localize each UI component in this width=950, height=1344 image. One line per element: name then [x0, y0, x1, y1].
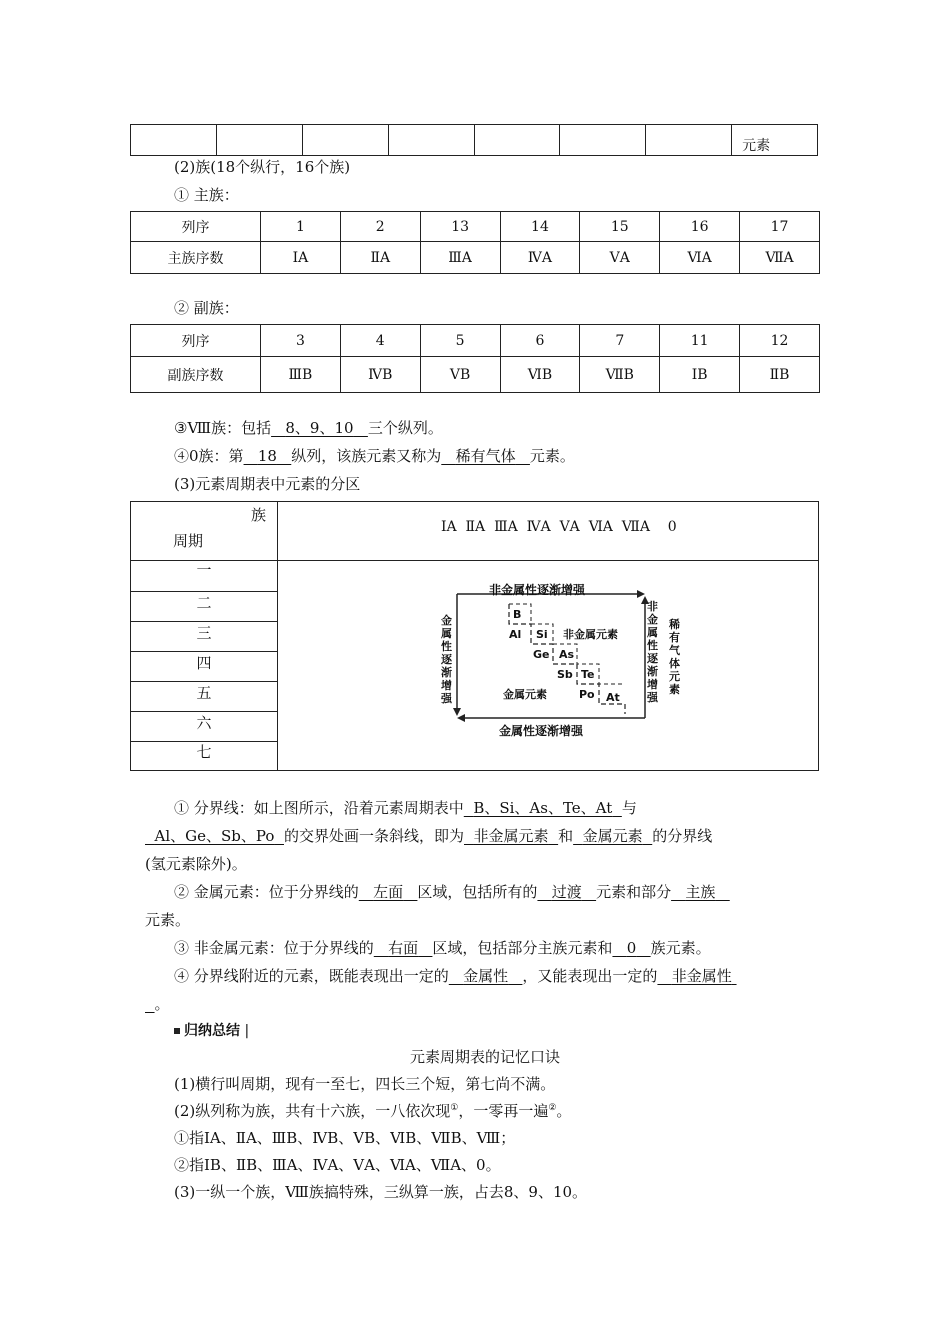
- sub-group-table: [130, 324, 820, 393]
- table-cell: ⅣB: [340, 357, 420, 393]
- table-row-label: 主族序数: [131, 242, 261, 274]
- table-cell: ⅥA: [660, 242, 740, 274]
- paragraph-metal-tail: 元素。: [145, 911, 191, 929]
- table-cell: ⅡB: [740, 357, 820, 393]
- table-cell: 13: [420, 212, 500, 242]
- period-row: 三: [131, 622, 277, 652]
- answer-blank: 左面: [373, 883, 404, 901]
- nonmetal-label: 非金属元素: [563, 628, 618, 641]
- answer-blank: 主族: [685, 883, 716, 901]
- paragraph-boundary-cont: Al、Ge、Sb、Po 的交界处画一条斜线，即为 非金属元素 和 金属元素 的分界线: [145, 825, 712, 846]
- summary-line: (1)横行叫周期，现有一至七，四长三个短，第七尚不满。: [174, 1075, 556, 1093]
- period-row: 二: [131, 592, 277, 622]
- zone-table: [130, 501, 819, 771]
- table-row-label: 副族序数: [131, 357, 261, 393]
- table-cell: 3: [261, 325, 341, 357]
- answer-blank: 右面: [388, 939, 419, 957]
- element-label: Al: [509, 628, 522, 641]
- table-cell: 15: [580, 212, 660, 242]
- table-cell: ⅣA: [500, 242, 580, 274]
- answer-blank: 稀有气体: [455, 447, 516, 465]
- element-label: As: [559, 648, 575, 661]
- paragraph-metal: ② 金属元素：位于分界线的 左面 区域，包括所有的 过渡 元素和部分 主族: [174, 881, 730, 902]
- table-cell: 6: [500, 325, 580, 357]
- metal-label: 金属元素: [503, 688, 547, 701]
- table-row-label: 列序: [131, 212, 261, 242]
- table-cell: ⅤB: [420, 357, 500, 393]
- period-row: 六: [131, 712, 277, 742]
- element-label: Si: [536, 628, 548, 641]
- square-bullet-icon: [174, 1028, 180, 1034]
- table-cell: ⅡA: [340, 242, 420, 274]
- period-row: 四: [131, 652, 277, 682]
- summary-title: 元素周期表的记忆口诀: [410, 1048, 561, 1066]
- answer-blank: 8、9、10: [285, 419, 354, 437]
- viii-group-line: ③Ⅷ族：包括 8、9、10 三个纵列。: [174, 419, 443, 437]
- table-cell: 11: [660, 325, 740, 357]
- paragraph-near-boundary-tail: 。: [154, 995, 170, 1013]
- table-row-label: 列序: [131, 325, 261, 357]
- answer-blank: 金属元素: [582, 827, 643, 845]
- element-label: Po: [579, 688, 595, 701]
- table-cell: ⅠA: [261, 242, 341, 274]
- table-cell: 12: [740, 325, 820, 357]
- answer-blank: 非金属元素: [473, 827, 549, 845]
- zero-group-line: ④0族：第 18 纵列，该族元素又称为 稀有气体 元素。: [174, 447, 575, 465]
- far-right-label: 稀有气体元素: [669, 618, 680, 696]
- top-table-last-cell: 元素: [732, 125, 818, 156]
- table-cell: 5: [420, 325, 500, 357]
- table-cell: 2: [340, 212, 420, 242]
- table-cell: ⅥB: [500, 357, 580, 393]
- summary-line: (2)纵列称为族，共有十六族，一八依次现①，一零再一遍②。: [174, 1102, 572, 1120]
- paragraph-boundary-tail: (氢元素除外)。: [145, 855, 247, 873]
- answer-blank: 18: [257, 447, 277, 465]
- bottom-label: 金属性逐渐增强: [499, 724, 584, 738]
- section2-title: (2)族(18个纵行，16个族): [174, 158, 351, 176]
- table-cell: 1: [261, 212, 341, 242]
- table-cell: ⅦA: [740, 242, 820, 274]
- answer-blank: 非金属性: [671, 967, 732, 985]
- metal-nonmetal-diagram: [441, 578, 691, 748]
- group-header-row: ⅠA ⅡA ⅢA ⅣA ⅤA ⅥA ⅦA 0: [441, 519, 677, 535]
- main-group-title: ① 主族：: [174, 186, 239, 204]
- answer-blank: 0: [626, 939, 637, 957]
- summary-line: (3)一纵一个族，Ⅷ族搞特殊，三纵算一族，占去8、9、10。: [174, 1183, 588, 1201]
- table-cell: 4: [340, 325, 420, 357]
- summary-line: ②指ⅠB、ⅡB、ⅢA、ⅣA、ⅤA、ⅥA、ⅦA、0。: [174, 1156, 501, 1174]
- period-row: 一: [131, 561, 277, 592]
- table-cell: 14: [500, 212, 580, 242]
- table-cell: 17: [740, 212, 820, 242]
- period-row: 五: [131, 682, 277, 712]
- element-label: Ge: [533, 648, 550, 661]
- table-cell: 7: [580, 325, 660, 357]
- table-cell: ⅠB: [660, 357, 740, 393]
- paragraph-boundary: ① 分界线：如上图所示，沿着元素周期表中 B、Si、As、Te、At 与: [174, 799, 637, 817]
- table-cell: ⅢA: [420, 242, 500, 274]
- element-label: Te: [581, 668, 595, 681]
- top-table-fragment: [130, 124, 818, 156]
- table-cell: ⅤA: [580, 242, 660, 274]
- summary-badge: 归纳总结 |: [174, 1020, 249, 1040]
- answer-blank: 金属性: [463, 967, 509, 985]
- element-label: At: [606, 691, 620, 704]
- answer-blank: 过渡: [551, 883, 582, 901]
- element-label: B: [513, 608, 522, 621]
- answer-blank: B、Si、As、Te、At: [473, 799, 613, 817]
- table-cell: 16: [660, 212, 740, 242]
- section3-title: (3)元素周期表中元素的分区: [174, 475, 361, 493]
- paragraph-nonmetal: ③ 非金属元素：位于分界线的 右面 区域，包括部分主族元素和 0 族元素。: [174, 939, 711, 957]
- table-cell: ⅢB: [261, 357, 341, 393]
- sub-group-title: ② 副族：: [174, 299, 239, 317]
- summary-line: ①指ⅠA、ⅡA、ⅢB、ⅣB、ⅤB、ⅥB、ⅦB、Ⅷ；: [174, 1129, 516, 1147]
- table-cell: ⅦB: [580, 357, 660, 393]
- header-group-label: 族: [251, 506, 267, 524]
- period-row: 七: [196, 743, 212, 761]
- main-group-table: [130, 211, 820, 274]
- answer-blank: Al、Ge、Sb、Po: [154, 827, 275, 845]
- paragraph-near-boundary: ④ 分界线附近的元素，既能表现出一定的 金属性 ，又能表现出一定的 非金属性: [174, 965, 737, 986]
- left-label: 金属性逐渐增强: [441, 614, 452, 705]
- element-label: Sb: [557, 668, 573, 681]
- right-label: 非金属性逐渐增强: [647, 600, 658, 704]
- header-period-label: 周期: [173, 532, 204, 550]
- top-label: 非金属性逐渐增强: [489, 583, 586, 597]
